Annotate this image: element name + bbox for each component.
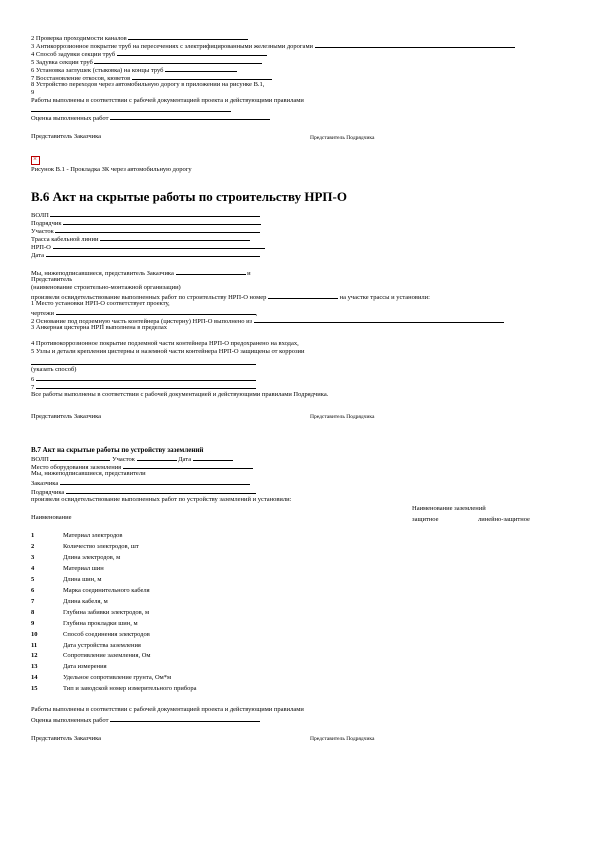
conformity-text: Все работы выполнены в соответствии с рабочей документацией и действующими правилами Подрядчика.	[31, 391, 329, 398]
section-title: В.7 Акт на скрытые работы по устройству заземлений	[31, 446, 204, 454]
table-row-label: Сопротивление заземления, Ом	[63, 652, 151, 660]
list-item: 8 Устройство переходов через автомобильную дорогу в приложении на рисунке В.1,	[31, 81, 265, 88]
item-1: 1 Место установки НРП-О соответствует проекту,	[31, 300, 170, 307]
broken-image-icon	[31, 156, 40, 165]
list-item: 7 Восстановление откосов, кюветов	[31, 73, 272, 83]
conformity-text: Работы выполнены в соответствии с рабочей документацией проекта и действующими правилами	[31, 97, 304, 104]
inspect-line: произвели освидетельствование выполненных работ по устройству заземлений и установили:	[31, 496, 292, 503]
table-row-number: 11	[31, 641, 38, 649]
table-row-label: Материал шин	[63, 564, 104, 572]
table-row-number: 10	[31, 630, 38, 638]
we-line: Мы, нижеподписавшиеся, представитель Заказчика и	[31, 270, 251, 277]
table-row-number: 14	[31, 674, 38, 682]
list-item: 3 Антикоррозионное покрытие труб на пересечениях с электрифицированными железными дорогами	[31, 41, 515, 51]
table-row-label: Дата измерения	[63, 663, 107, 671]
table-row-number: 7	[31, 597, 35, 605]
item-6: 6	[31, 374, 256, 384]
table-row-number: 2	[31, 542, 35, 550]
representative-line: Представитель	[31, 276, 73, 283]
table-row-number: 13	[31, 663, 38, 671]
list-item: 6 Установка заглушек (стыковка) на концы труб	[31, 65, 237, 75]
section-title: В.6 Акт на скрытые работы по строительству НРП-О	[31, 189, 347, 204]
table-row-label: Количество электродов, шт	[63, 542, 139, 550]
table-row-label: Длина кабеля, м	[63, 597, 108, 605]
list-item: 2 Проверка проходимости каналов	[31, 33, 248, 43]
field-section: Участок	[31, 226, 260, 236]
signature-contractor: Представитель Подрядчика	[310, 135, 375, 141]
item-2: 2 Основание под подземную часть контейнера (цистерну) НРП-О выполнено из	[31, 316, 504, 326]
table-row-number: 12	[31, 652, 38, 660]
field-route: Трасса кабельной линии	[31, 234, 250, 244]
list-item: 9	[31, 89, 35, 96]
table-row-number: 6	[31, 586, 35, 594]
volp-line: ВОЛП Участок Дата	[31, 454, 233, 464]
drawings-line: чертежи ,	[31, 310, 258, 317]
signature-customer: Представитель Заказчика	[31, 133, 102, 140]
field-date: Дата	[31, 250, 260, 260]
table-row-number: 4	[31, 564, 35, 572]
customer-line: Заказчика	[31, 478, 250, 488]
org-note: (наименование строительно-монтажной организации)	[31, 284, 181, 291]
assessment-line: Оценка выполненных работ	[31, 113, 270, 123]
conformity-text: Работы выполнены в соответствии с рабочей документацией проекта и действующими правилами	[31, 706, 304, 713]
table-row-label: Тип и заводской номер измерительного прибора	[63, 685, 197, 693]
list-item: 5 Задувка секции труб	[31, 57, 262, 67]
contractor-line: Подрядчика	[31, 487, 256, 497]
inspect-line: произвели освидетельствование выполненных работ по строительству НРП-О номер на участке трассы и установили:	[31, 294, 430, 301]
table-row-label: Дата устройства заземления	[63, 641, 141, 649]
table-row-label: Длина электродов, м	[63, 553, 121, 561]
table-header-col1: защитное	[412, 516, 439, 523]
table-row-label: Способ соединения электродов	[63, 630, 150, 638]
item-5: 5 Узлы и детали крепления цистерны и наземной части контейнера НРП-О защищены от коррозии	[31, 348, 305, 355]
table-row-number: 3	[31, 553, 35, 561]
item-7: 7	[31, 382, 256, 392]
we-line: Мы, нижеподписавшиеся, представители	[31, 470, 146, 477]
item-4: 4 Противокоррозионное покрытие подземной части контейнера НРП-О предохранено на входах,	[31, 340, 299, 347]
table-header-group: Наименование заземлений	[412, 505, 486, 512]
table-row-label: Материал электродов	[63, 532, 123, 539]
field-contractor: Подрядчик	[31, 218, 261, 228]
table-row-number: 5	[31, 575, 35, 583]
table-row-label: Глубина прокладки шин, м	[63, 619, 138, 627]
table-row-number: 9	[31, 619, 35, 627]
signature-customer: Представитель Заказчика	[31, 735, 102, 742]
table-row-number: 15	[31, 685, 38, 693]
table-row-number: 1	[31, 532, 35, 539]
figure-caption: Рисунок В.1 - Прокладка ЗК через автомобильную дорогу	[31, 166, 192, 173]
table-row-label: Глубина забивки электродов, м	[63, 608, 150, 616]
signature-contractor: Представитель Подрядчика	[310, 736, 375, 742]
table-row-label: Удельное сопротивление грунта, Ом*м	[63, 674, 172, 682]
field-volp: ВОЛП	[31, 210, 260, 220]
field-nrp: НРП-О	[31, 242, 265, 252]
place-line: Место оборудования заземления	[31, 462, 253, 472]
table-row-label: Длина шин, м	[63, 575, 102, 583]
assessment-line: Оценка выполненных работ	[31, 715, 260, 725]
method-note: (указать способ)	[31, 366, 77, 373]
signature-customer: Представитель Заказчика	[31, 413, 102, 420]
item-3: 3 Анкерная цистерна НРП выполнена в пределах	[31, 324, 168, 331]
signature-contractor: Представитель Подрядчика	[310, 414, 375, 420]
table-row-number: 8	[31, 608, 35, 616]
list-item: 4 Способ задувки секции труб	[31, 49, 267, 59]
table-row-label: Марка соединительного кабеля	[63, 586, 150, 594]
table-header-col2: линейно-защитное	[478, 516, 530, 523]
table-header-name: Наименование	[31, 514, 72, 521]
